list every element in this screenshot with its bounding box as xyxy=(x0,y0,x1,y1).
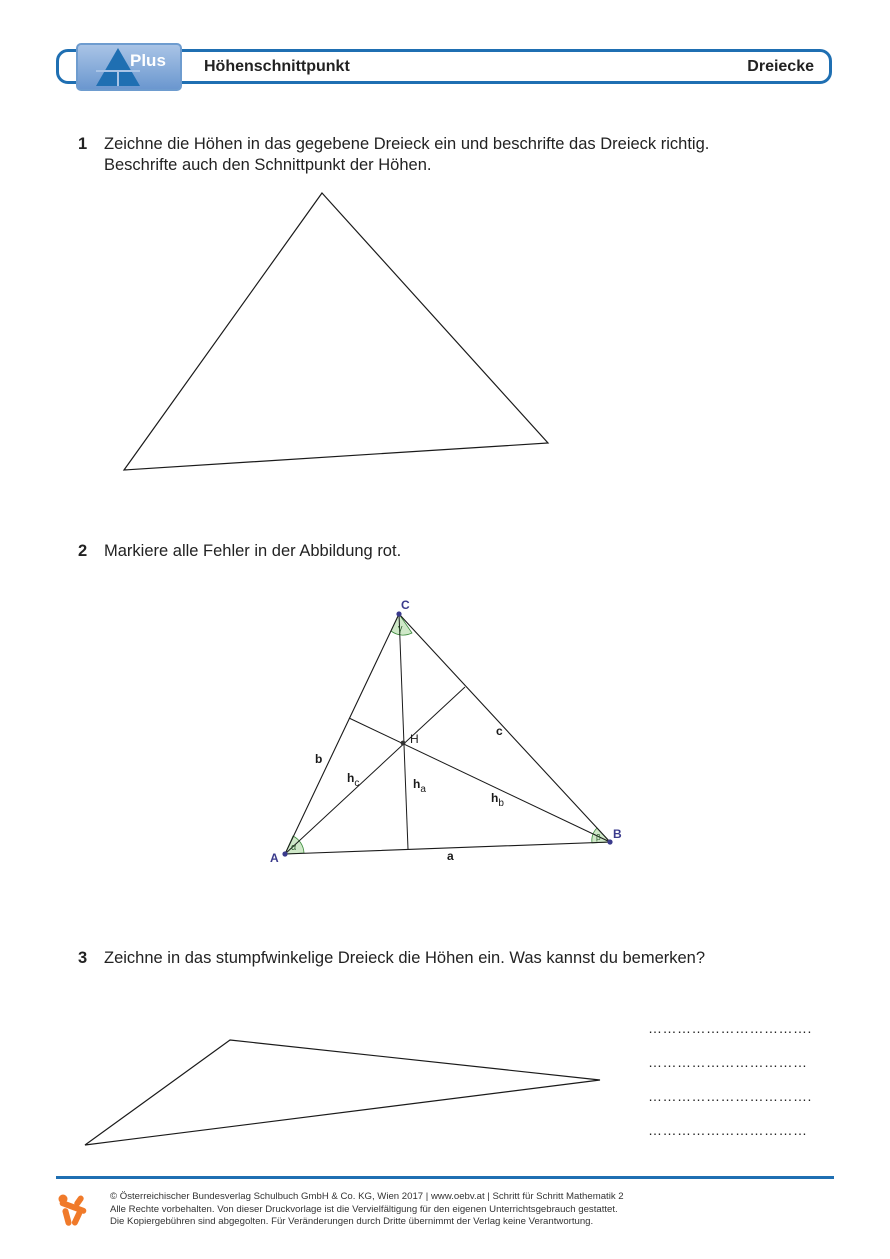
task-number: 2 xyxy=(78,542,88,560)
height-hc-label: $h_c$ xyxy=(347,771,360,789)
height-ha-line xyxy=(399,614,408,849)
vertex-c-label: C xyxy=(401,598,410,612)
task-number: 3 xyxy=(78,949,88,967)
answer-line[interactable]: ……………………………. xyxy=(648,1088,812,1104)
point-h-label: H xyxy=(410,732,419,746)
angle-beta-label: β xyxy=(596,833,601,842)
side-a-label: a xyxy=(447,849,454,863)
answer-line[interactable]: …………………………… xyxy=(648,1054,808,1070)
logo-text: Plus xyxy=(130,51,166,70)
side-c-label: c xyxy=(496,724,503,738)
side-b-label: b xyxy=(315,752,323,766)
footer-line-2: Alle Rechte vorbehalten. Von dieser Druckvorlage ist die Vervielfältigung für den eigenen Unterrichtsgebrauch gestattet. xyxy=(110,1203,618,1215)
task-text-line: Zeichne die Höhen in das gegebene Dreieck ein und beschrifte das Dreieck richtig. xyxy=(104,135,710,153)
vertex-b-dot xyxy=(607,839,612,844)
vertex-b-label: B xyxy=(613,827,622,841)
height-hc-line xyxy=(285,687,465,854)
task-text-line: Beschrifte auch den Schnittpunkt der Höhen. xyxy=(104,156,432,174)
task3-triangle xyxy=(85,1040,600,1145)
answer-line[interactable]: ……………………………. xyxy=(648,1020,812,1036)
angle-gamma-label: γ xyxy=(398,623,403,633)
vertex-c-dot xyxy=(396,611,401,616)
vertex-a-label: A xyxy=(270,851,279,865)
answer-line[interactable]: …………………………… xyxy=(648,1122,808,1138)
page-title: Höhenschnittpunkt xyxy=(204,58,350,75)
task-text: Markiere alle Fehler in der Abbildung rot. xyxy=(104,542,402,560)
angle-alpha-label: α xyxy=(291,842,297,852)
page-topic: Dreiecke xyxy=(747,58,814,75)
height-hb-label: $h_b$ xyxy=(491,791,504,809)
vertex-a-dot xyxy=(282,851,287,856)
task1-triangle xyxy=(124,193,548,470)
footer-copyright xyxy=(110,1191,624,1229)
point-h-dot xyxy=(401,741,406,746)
height-ha-label: $h_a$ xyxy=(413,777,426,795)
footer-divider xyxy=(56,1176,834,1179)
task2-figure xyxy=(270,598,622,865)
height-hb-line xyxy=(349,718,610,842)
task-text: Zeichne in das stumpfwinkelige Dreieck die Höhen ein. Was kannst du bemerken? xyxy=(104,949,706,967)
task2-triangle xyxy=(285,614,610,854)
publisher-logo-icon xyxy=(54,1192,92,1228)
footer-line-3: Die Kopiergebühren sind abgegolten. Für Veränderungen durch Dritte übernimmt der Verlag keine Verantwortung. xyxy=(110,1216,594,1227)
footer-line-1: © Österreichischer Bundesverlag Schulbuch GmbH & Co. KG, Wien 2017 | www.oebv.at | Schritt für Schritt Mathematik 2 xyxy=(110,1191,624,1202)
task-number: 1 xyxy=(78,135,88,153)
